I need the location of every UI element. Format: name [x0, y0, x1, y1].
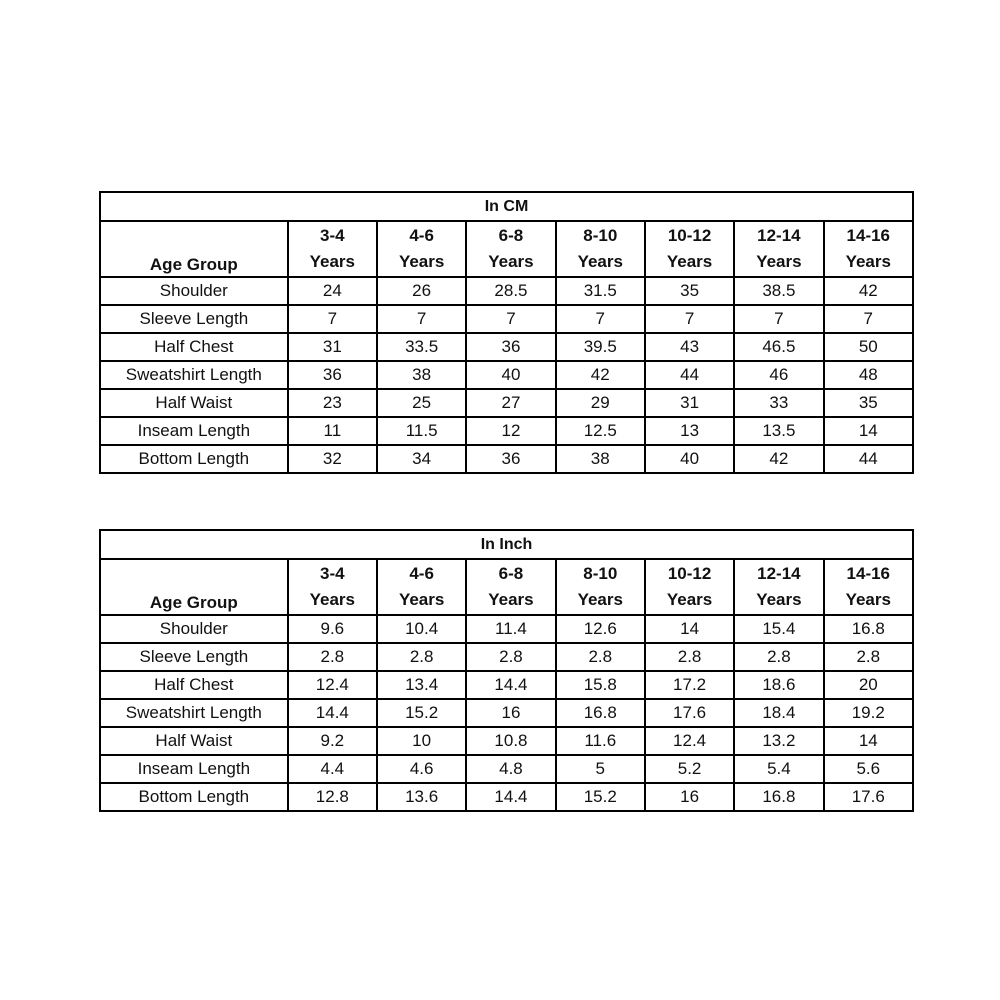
- table-cell: 19.2: [824, 699, 913, 727]
- table-cell: 39.5: [556, 333, 645, 361]
- table-cell: 2.8: [377, 643, 466, 671]
- table-cell: 20: [824, 671, 913, 699]
- table-cell: 5: [556, 755, 645, 783]
- row-label: Half Waist: [100, 389, 288, 417]
- column-header: [288, 559, 377, 615]
- column-header-range: 6-8: [498, 226, 524, 245]
- table-cell: 14.4: [288, 699, 377, 727]
- column-header-unit: Years: [756, 252, 802, 271]
- table-cell: 11.4: [466, 615, 555, 643]
- column-header: [645, 559, 734, 615]
- table-cell: 4.8: [466, 755, 555, 783]
- table-cell: 33: [734, 389, 823, 417]
- table-cell: 15.8: [556, 671, 645, 699]
- table-cell: 46.5: [734, 333, 823, 361]
- column-header: [645, 221, 734, 277]
- table-cell: 12: [466, 417, 555, 445]
- table-cell: 16: [645, 783, 734, 811]
- table-row: [100, 615, 913, 643]
- table-row: [100, 699, 913, 727]
- column-header-unit: Years: [577, 252, 623, 271]
- row-label: Sweatshirt Length: [100, 699, 288, 727]
- table-cell: 42: [734, 445, 823, 473]
- table-cell: 42: [556, 361, 645, 389]
- table-cell: 48: [824, 361, 913, 389]
- table-cell: 31: [645, 389, 734, 417]
- table-cell: 7: [556, 305, 645, 333]
- table-cell: 36: [466, 333, 555, 361]
- table-cell: 15.4: [734, 615, 823, 643]
- row-label: Shoulder: [100, 615, 288, 643]
- table-cell: 2.8: [556, 643, 645, 671]
- table-cell: 14: [824, 727, 913, 755]
- table-cell: 17.6: [824, 783, 913, 811]
- table-title-row: [100, 192, 913, 221]
- table-cell: 5.2: [645, 755, 734, 783]
- table-cell: 17.6: [645, 699, 734, 727]
- row-label: Half Chest: [100, 333, 288, 361]
- column-header: [556, 559, 645, 615]
- table-cell: 15.2: [377, 699, 466, 727]
- size-table-inch: [99, 529, 914, 812]
- table-cell: 7: [288, 305, 377, 333]
- table-cell: 7: [377, 305, 466, 333]
- table-cell: 7: [466, 305, 555, 333]
- table-row: [100, 361, 913, 389]
- table-row: [100, 305, 913, 333]
- table-cell: 29: [556, 389, 645, 417]
- column-header-range: 8-10: [583, 226, 618, 245]
- table-cell: 33.5: [377, 333, 466, 361]
- table-cell: 13.4: [377, 671, 466, 699]
- table-cell: 31: [288, 333, 377, 361]
- row-label: Sleeve Length: [100, 305, 288, 333]
- table-cell: 16.8: [734, 783, 823, 811]
- table-cell: 43: [645, 333, 734, 361]
- age-group-header: Age Group: [100, 559, 288, 615]
- table-cell: 2.8: [645, 643, 734, 671]
- table-cell: 7: [824, 305, 913, 333]
- table-cell: 24: [288, 277, 377, 305]
- table-cell: 9.6: [288, 615, 377, 643]
- table-cell: 13.5: [734, 417, 823, 445]
- table-cell: 9.2: [288, 727, 377, 755]
- table-cell: 27: [466, 389, 555, 417]
- column-header: [556, 221, 645, 277]
- table-cell: 40: [466, 361, 555, 389]
- column-header-range: 6-8: [498, 564, 524, 583]
- table-cell: 16.8: [556, 699, 645, 727]
- column-header-range: 12-14: [757, 564, 801, 583]
- table-cell: 2.8: [734, 643, 823, 671]
- table-cell: 26: [377, 277, 466, 305]
- table-cell: 12.5: [556, 417, 645, 445]
- table-cell: 12.6: [556, 615, 645, 643]
- table-row: [100, 445, 913, 473]
- table-cell: 17.2: [645, 671, 734, 699]
- row-label: Inseam Length: [100, 755, 288, 783]
- table-cell: 36: [466, 445, 555, 473]
- table-cell: 40: [645, 445, 734, 473]
- column-header-range: 10-12: [667, 564, 712, 583]
- column-header-unit: Years: [666, 252, 713, 271]
- table-cell: 13.6: [377, 783, 466, 811]
- table-row: [100, 333, 913, 361]
- table-row: [100, 389, 913, 417]
- table-cell: 35: [824, 389, 913, 417]
- column-header-unit: Years: [756, 590, 802, 609]
- table-cell: 5.4: [734, 755, 823, 783]
- table-cell: 11.6: [556, 727, 645, 755]
- table-cell: 4.6: [377, 755, 466, 783]
- column-header-range: 10-12: [667, 226, 712, 245]
- table-cell: 44: [645, 361, 734, 389]
- table-cell: 10: [377, 727, 466, 755]
- table-cell: 42: [824, 277, 913, 305]
- table-cell: 7: [734, 305, 823, 333]
- table-cell: 18.6: [734, 671, 823, 699]
- row-label: Shoulder: [100, 277, 288, 305]
- table-row: [100, 417, 913, 445]
- column-header-unit: Years: [666, 590, 713, 609]
- table-cell: 31.5: [556, 277, 645, 305]
- table-title-row: [100, 530, 913, 559]
- table-cell: 5.6: [824, 755, 913, 783]
- size-table-cm: [99, 191, 914, 474]
- table-row: [100, 277, 913, 305]
- column-header-range: 3-4: [320, 564, 345, 583]
- table-cell: 35: [645, 277, 734, 305]
- table-cell: 10.8: [466, 727, 555, 755]
- column-header: [466, 221, 555, 277]
- column-header: [288, 221, 377, 277]
- table-cell: 12.8: [288, 783, 377, 811]
- table-cell: 15.2: [556, 783, 645, 811]
- column-header-unit: Years: [577, 590, 623, 609]
- row-label: Half Chest: [100, 671, 288, 699]
- table-cell: 7: [645, 305, 734, 333]
- table-cell: 2.8: [466, 643, 555, 671]
- table-cell: 36: [288, 361, 377, 389]
- table-cell: 44: [824, 445, 913, 473]
- column-header: [377, 559, 466, 615]
- column-header-range: 8-10: [583, 564, 618, 583]
- table-cell: 12.4: [288, 671, 377, 699]
- column-header-unit: Years: [488, 590, 534, 609]
- table-cell: 11.5: [377, 417, 466, 445]
- column-header-unit: Years: [309, 590, 356, 609]
- table-cell: 23: [288, 389, 377, 417]
- column-header-range: 4-6: [409, 226, 434, 245]
- table-cell: 12.4: [645, 727, 734, 755]
- column-header-unit: Years: [845, 590, 891, 609]
- table-header-row: [100, 559, 913, 615]
- table-cell: 14: [645, 615, 734, 643]
- column-header-unit: Years: [845, 252, 891, 271]
- table-cell: 14: [824, 417, 913, 445]
- column-header-range: 14-16: [846, 226, 891, 245]
- column-header-unit: Years: [488, 252, 534, 271]
- table-row: [100, 643, 913, 671]
- table-row: [100, 755, 913, 783]
- table-cell: 18.4: [734, 699, 823, 727]
- table-cell: 13.2: [734, 727, 823, 755]
- table-cell: 2.8: [824, 643, 913, 671]
- table-cell: 14.4: [466, 783, 555, 811]
- table-cell: 38: [556, 445, 645, 473]
- table-header-row: [100, 221, 913, 277]
- table-cell: 13: [645, 417, 734, 445]
- column-header: [824, 559, 913, 615]
- column-header-unit: Years: [398, 590, 445, 609]
- table-cell: 38.5: [734, 277, 823, 305]
- table-cell: 28.5: [466, 277, 555, 305]
- table-cell: 16: [466, 699, 555, 727]
- table-cell: 11: [288, 417, 377, 445]
- column-header-unit: Years: [398, 252, 445, 271]
- column-header-range: 4-6: [409, 564, 434, 583]
- column-header-range: 14-16: [846, 564, 891, 583]
- row-label: Inseam Length: [100, 417, 288, 445]
- table-cell: 34: [377, 445, 466, 473]
- row-label: Bottom Length: [100, 445, 288, 473]
- column-header-range: 3-4: [320, 226, 345, 245]
- table-cell: 2.8: [288, 643, 377, 671]
- table-cell: 16.8: [824, 615, 913, 643]
- table-cell: 38: [377, 361, 466, 389]
- table-cell: 50: [824, 333, 913, 361]
- column-header: [377, 221, 466, 277]
- column-header: [466, 559, 555, 615]
- age-group-header: Age Group: [100, 221, 288, 277]
- column-header-range: 12-14: [757, 226, 801, 245]
- column-header: [734, 559, 823, 615]
- column-header-unit: Years: [309, 252, 356, 271]
- column-header: [824, 221, 913, 277]
- row-label: Sleeve Length: [100, 643, 288, 671]
- row-label: Half Waist: [100, 727, 288, 755]
- table-row: [100, 783, 913, 811]
- table-cell: 4.4: [288, 755, 377, 783]
- table-row: [100, 727, 913, 755]
- table-cell: 10.4: [377, 615, 466, 643]
- table-cell: 32: [288, 445, 377, 473]
- table-cell: 46: [734, 361, 823, 389]
- table-row: [100, 671, 913, 699]
- table-cell: 14.4: [466, 671, 555, 699]
- row-label: Sweatshirt Length: [100, 361, 288, 389]
- table-cell: 25: [377, 389, 466, 417]
- table-title: In Inch: [100, 530, 913, 559]
- row-label: Bottom Length: [100, 783, 288, 811]
- table-title: In CM: [100, 192, 913, 221]
- column-header: [734, 221, 823, 277]
